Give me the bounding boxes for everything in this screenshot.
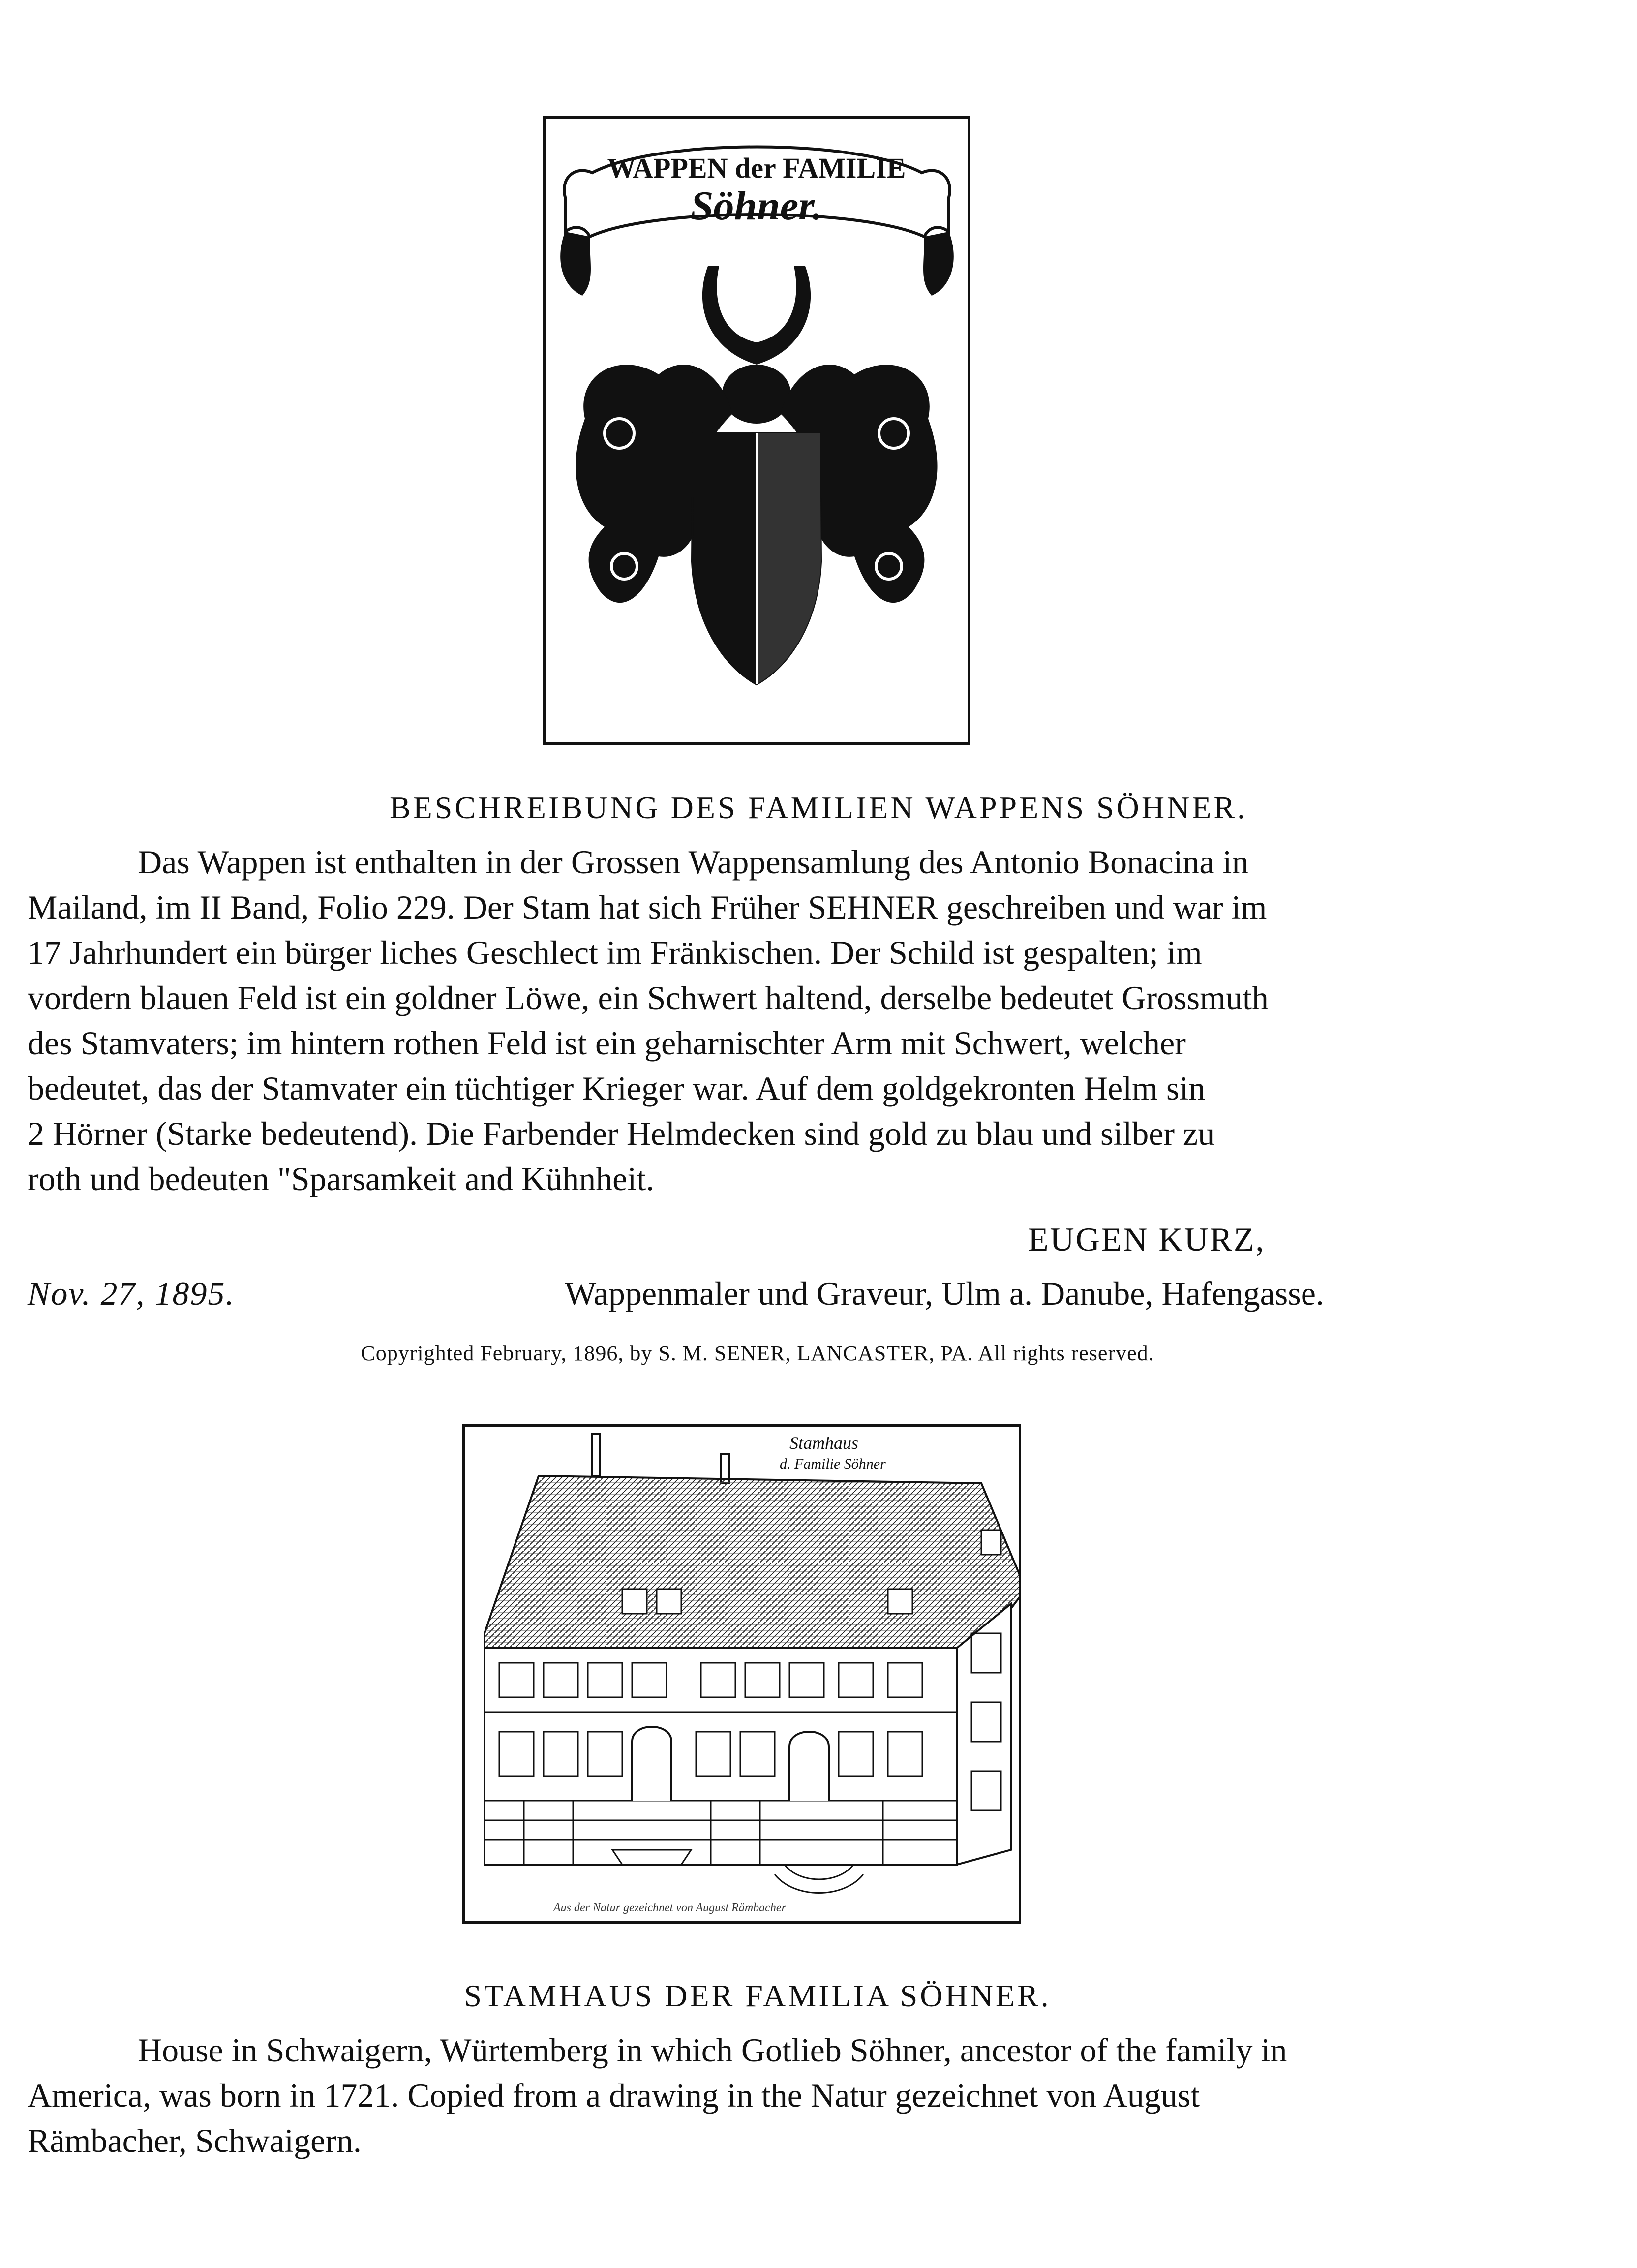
paragraph2-line: House in Schwaigern, Würtemberg in which Gotlieb Söhner, ancestor of the family in — [138, 2031, 1287, 2069]
author-name: EUGEN KURZ, — [1028, 1221, 1266, 1258]
author-title: Wappenmaler und Graveur, Ulm a. Danube, Hafengasse. — [565, 1275, 1324, 1312]
paragraph1-line: vordern blauen Feld ist ein goldner Löwe, ein Schwert haltend, derselbe bedeutet Grossmuth — [28, 979, 1269, 1016]
wappen-heading: BESCHREIBUNG DES FAMILIEN WAPPENS SÖHNER. — [389, 790, 1248, 825]
coat-of-arms-drawing — [546, 119, 968, 742]
paragraph2-line: America, was born in 1721. Copied from a drawing in the Natur gezeichnet von August — [28, 2077, 1200, 2114]
house-bottom-note: Aus der Natur gezeichnet von August Rämbacher — [553, 1901, 786, 1914]
banner-top-text: WAPPEN der FAMILIE — [607, 152, 906, 184]
house-caption-1: Stamhaus — [789, 1433, 859, 1453]
stamhaus-heading: STAMHAUS DER FAMILIA SÖHNER. — [464, 1978, 1051, 2013]
paragraph1-line: roth und bedeuten "Sparsamkeit and Kühnheit. — [28, 1160, 655, 1197]
signature-date: Nov. 27, 1895. — [28, 1275, 235, 1312]
house-drawing-image — [462, 1424, 1021, 1924]
paragraph1-line: 2 Hörner (Starke bedeutend). Die Farbender Helmdecken sind gold zu blau und silber zu — [28, 1115, 1215, 1152]
copyright-notice: Copyrighted February, 1896, by S. M. SENER, LANCASTER, PA. All rights reserved. — [361, 1341, 1154, 1365]
paragraph1-line: bedeutet, das der Stamvater ein tüchtiger Krieger war. Auf dem goldgekronten Helm sin — [28, 1070, 1206, 1107]
paragraph1-line: des Stamvaters; im hintern rothen Feld ist ein geharnischter Arm mit Schwert, welcher — [28, 1024, 1186, 1062]
coat-of-arms-image — [543, 116, 970, 745]
paragraph1-line: Das Wappen ist enthalten in der Grossen Wappensamlung des Antonio Bonacina in — [138, 843, 1249, 881]
paragraph2-line: Rämbacher, Schwaigern. — [28, 2122, 362, 2159]
house-caption-2: d. Familie Söhner — [780, 1456, 886, 1472]
paragraph1-line: 17 Jahrhundert ein bürger liches Geschlect im Fränkischen. Der Schild ist gespalten; im — [28, 934, 1202, 971]
house-drawing — [465, 1427, 1019, 1921]
stamhaus-description — [28, 2033, 1503, 2169]
paragraph1-line: Mailand, im II Band, Folio 229. Der Stam hat sich Früher SEHNER geschreiben und war im — [28, 889, 1267, 926]
wappen-description — [28, 845, 1503, 1207]
banner-name-text: Söhner. — [690, 183, 823, 229]
